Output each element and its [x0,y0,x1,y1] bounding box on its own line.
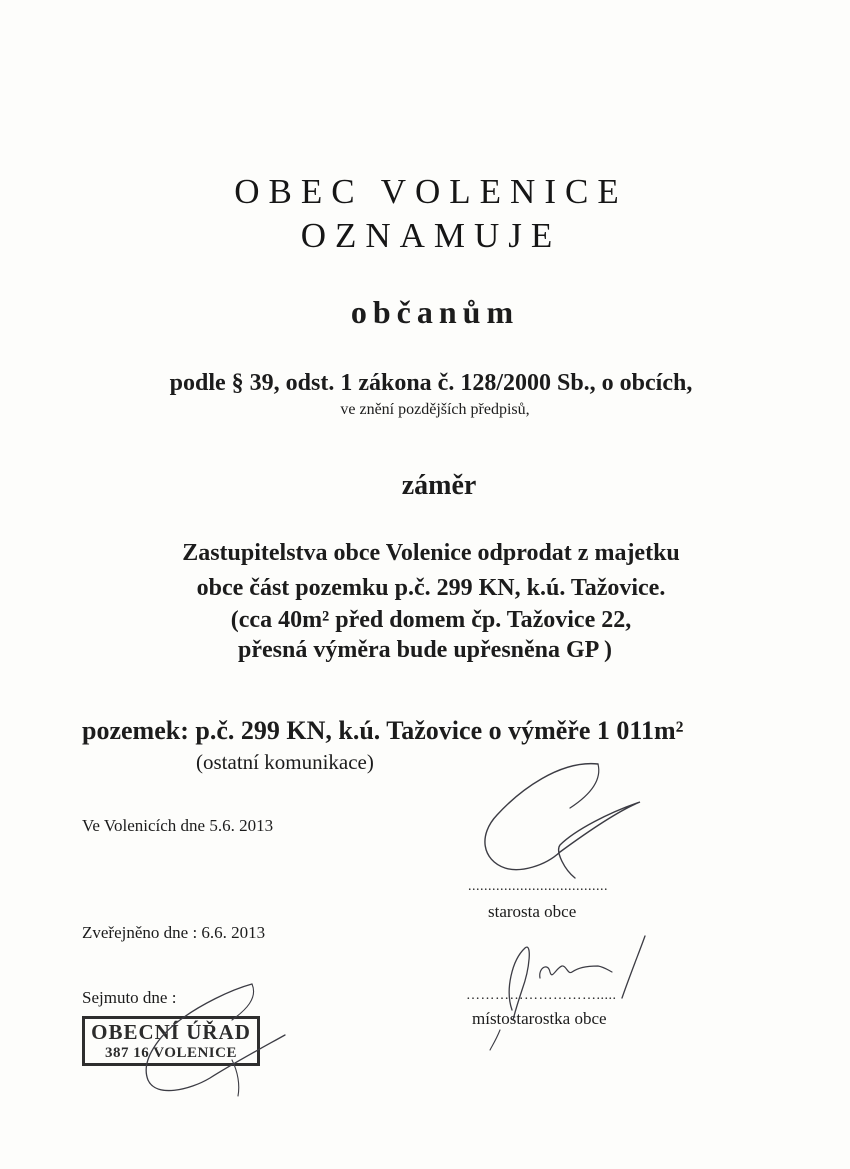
mayor-signature [485,764,640,878]
title-announces: OZNAMUJE [300,216,562,255]
stamp-line1: OBECNÍ ÚŘAD [91,1020,251,1044]
intent-line: (cca 40m² před domem čp. Tažovice 22, [230,607,632,633]
mayor-label: starosta obce [488,902,577,921]
parcel-type: (ostatní komunikace) [196,750,374,774]
place-date: Ve Volenicích dne 5.6. 2013 [82,816,274,835]
mayor-signature-line: ................................... [468,879,608,894]
legal-basis-sub: ve znění pozdějších předpisů, [340,401,530,418]
intent-line: Zastupitelstva obce Volenice odprodat z majetku [182,540,680,566]
legal-basis: podle § 39, odst. 1 zákona č. 128/2000 Sb., o obcích, [169,370,693,396]
published-date: Zveřejněno dne : 6.6. 2013 [82,923,266,942]
title-municipality: OBEC VOLENICE [234,172,628,211]
deputy-label: místostarostka obce [472,1009,607,1028]
office-stamp [82,1016,260,1066]
intent-line: obce část pozemku p.č. 299 KN, k.ú. Tažovice. [196,575,666,601]
recipients-heading: občanům [350,294,520,330]
removed-date: Sejmuto dne : [82,988,177,1007]
parcel-description: pozemek: p.č. 299 KN, k.ú. Tažovice o výměře 1 011m² [82,716,684,745]
intent-line: přesná výměra bude upřesněna GP ) [237,637,612,663]
deputy-signature-line: ………………………..... [466,988,617,1003]
intent-heading: záměr [401,470,477,501]
stamp-line2: 387 16 VOLENICE [105,1045,237,1061]
